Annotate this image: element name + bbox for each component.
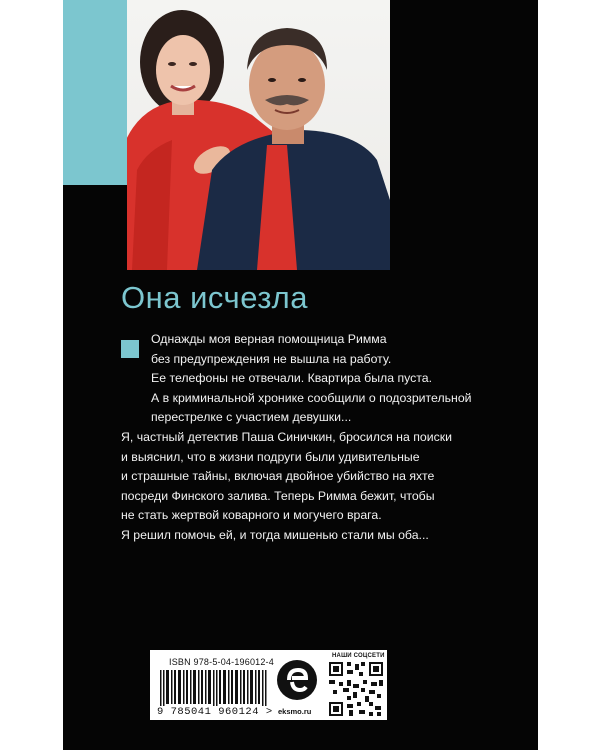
blurb-line: посреди Финского залива. Теперь Римма бежит, чтобы: [121, 488, 435, 503]
blurb-paragraph-2: [121, 428, 521, 546]
ean-number: 9 785041 960124 >: [157, 706, 273, 718]
blurb-line: не стать жертвой коварного и могучего врага.: [121, 508, 382, 523]
blurb-line: Ее телефоны не отвечали. Квартира была пуста.: [151, 371, 433, 386]
blurb-line: перестрелке с участием девушки...: [151, 410, 352, 425]
blurb-line: Я решил помочь ей, и тогда мишенью стали мы оба...: [121, 527, 429, 542]
social-label: НАШИ СОЦСЕТИ: [332, 653, 385, 659]
blurb-line: Я, частный детектив Паша Синичкин, бросился на поиски: [121, 430, 452, 444]
blurb-line: и выяснил, что в жизни подруги были удивительные: [121, 449, 420, 464]
book-title: Она исчезла: [121, 280, 308, 315]
blurb-line: и страшные тайны, включая двойное убийство на яхте: [121, 469, 435, 484]
authors-photo: [127, 0, 390, 270]
blurb-line: А в криминальной хронике сообщили о подозрительной: [151, 390, 472, 405]
eksmo-logo-icon: [275, 656, 319, 706]
blurb-line: без предупреждения не вышла на работу.: [151, 351, 392, 366]
isbn-text: ISBN 978-5-04-196012-4: [169, 657, 274, 667]
accent-square: [121, 340, 139, 358]
accent-bar: [63, 0, 127, 185]
publisher-url: eksmo.ru: [278, 707, 312, 716]
blurb-line: Однажды моя верная помощница Римма: [151, 332, 387, 346]
qr-code-icon: [329, 662, 383, 716]
barcode-graphic: [160, 670, 268, 710]
blurb-paragraph-1: [151, 330, 511, 428]
